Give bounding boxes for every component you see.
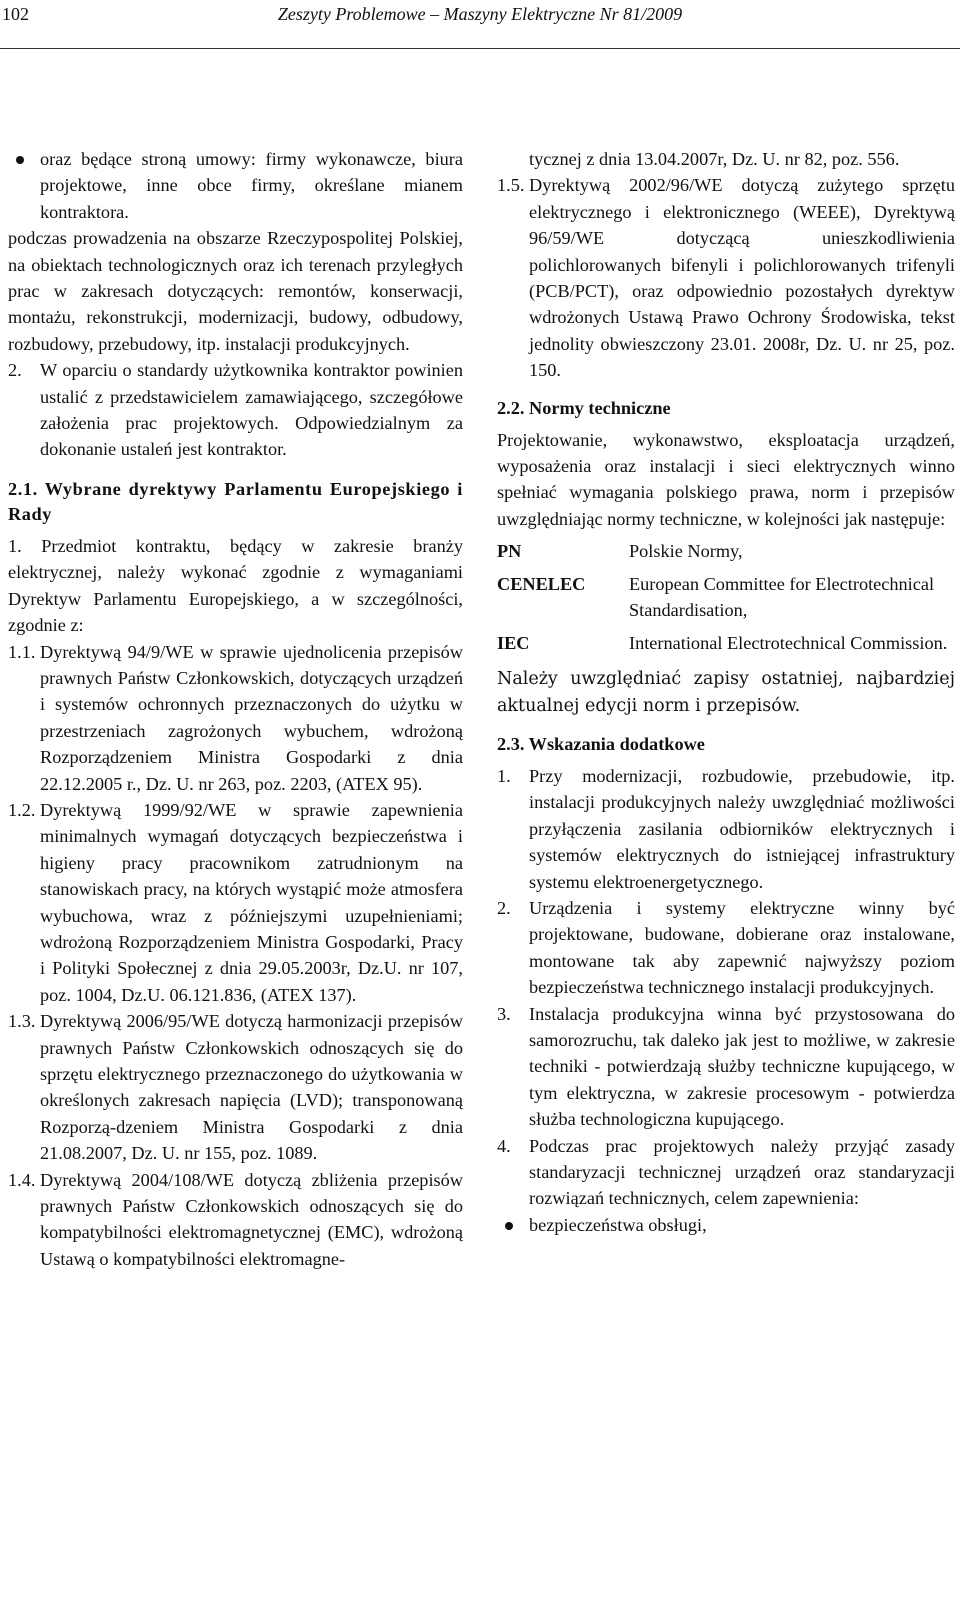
standard-name: International Electrotechnical Commission. bbox=[629, 632, 948, 653]
numbered-item bbox=[497, 763, 955, 895]
item-number: 1.3. bbox=[8, 1011, 36, 1032]
item-number: 4. bbox=[497, 1135, 511, 1156]
standard-code: IEC bbox=[497, 632, 530, 653]
directive-item bbox=[8, 797, 463, 1008]
page-number: 102 bbox=[2, 4, 29, 24]
item-number: 1.5. bbox=[497, 175, 525, 196]
journal-title: Zeszyty Problemowe – Maszyny Elektryczne Nr 81/2009 bbox=[277, 4, 683, 24]
item-text: Podczas prac projektowych należy przyjąć zasady standaryzacji technicznej urządzeń oraz standaryzacji rozwiązań technicznych, celem zapewnienia: bbox=[529, 1135, 955, 1209]
standard-code: PN bbox=[497, 541, 522, 562]
standard-row bbox=[497, 538, 955, 564]
numbered-item bbox=[497, 895, 955, 1001]
item-number: 1.1. bbox=[8, 641, 36, 662]
directive-item bbox=[497, 172, 955, 383]
item-number: 3. bbox=[497, 1003, 511, 1024]
directive-item bbox=[8, 639, 463, 797]
item-number: 2. bbox=[497, 897, 511, 918]
right-column bbox=[497, 146, 955, 1238]
item-text: Dyrektywą 2004/108/WE dotyczą zbliżenia przepisów prawnych Państw Członkowskich odnoszących się do kompatybilności elektromagnetycznej (EMC), wdrożoną Ustawą o kompatybilności elektromagne- bbox=[40, 1169, 463, 1269]
item-text: Dyrektywą 94/9/WE w sprawie ujednolicenia przepisów prawnych Państw Członkowskich, dotyczących urządzeń i systemów ochronnych przeznaczonych do użytku w przestrzeniach zagrożonych wybuchem, wdrożoną Rozporządzeniem Ministra Gospodarki z dnia 22.12.2005 r., Dz. U. nr 263, poz. 2203, (ATEX 95). bbox=[40, 641, 463, 794]
item-text: Urządzenia i systemy elektryczne winny być projektowane, budowane, dobierane oraz instalowane, montowane tak aby zapewnić najwyższy poziom bezpieczeństwa technicznego instalacji produkcyjnych. bbox=[529, 897, 955, 998]
numbered-item bbox=[8, 357, 463, 463]
note-paragraph: Należy uwzględniać zapisy ostatniej, najbardziej aktualnej edycji norm i przepisów. bbox=[497, 668, 955, 716]
item-text: W oparciu o standardy użytkownika kontraktor powinien ustalić z przedstawicielem zamawiającego, szczegółowe założenia prac projektowych. Odpowiedzialnym za dokonanie ustaleń jest kontraktor. bbox=[40, 360, 463, 460]
section-heading: 2.1. Wybrane dyrektywy Parlamentu Europejskiego i Rady bbox=[8, 478, 463, 524]
directive-item bbox=[8, 1008, 463, 1166]
paragraph: podczas prowadzenia na obszarze Rzeczypospolitej Polskiej, na obiektach technologicznych oraz ich terenach przyległych prac w zakresach dotyczących: remontów, konserwacji, montażu, rekonstrukcji, modernizacji, budowy, odbudowy, rozbudowy, przebudowy, itp. instalacji produkcyjnych. bbox=[8, 228, 463, 354]
left-column bbox=[8, 146, 463, 1272]
item-number: 2. bbox=[8, 360, 22, 381]
section-heading: 2.2. Normy techniczne bbox=[497, 397, 671, 418]
item-text: Dyrektywą 1999/92/WE w sprawie zapewnienia minimalnych wymagań dotyczących bezpieczeństwa i higieny pracy pracownikom zatrudnionym na stanowiskach pracy, na których wystąpić może atmosfera wybuchowa, wraz z późniejszymi uzupełnieniami; wdrożoną Rozporządzeniem Ministra Gospodarki, Pracy i Polityki Społecznej z dnia 29.05.2003r, Dz.U. nr 107, poz. 1004, Dz.U. 06.121.836, (ATEX 137). bbox=[40, 799, 463, 1005]
bullet-item: oraz będące stroną umowy: firmy wykonawcze, biura projektowe, inne obce firmy, określane mianem kontraktora. bbox=[8, 146, 463, 225]
page-header bbox=[0, 0, 960, 49]
section-heading: 2.3. Wskazania dodatkowe bbox=[497, 733, 705, 754]
paragraph: 1. Przedmiot kontraktu, będący w zakresie branży elektrycznej, należy wykonać zgodnie z wymaganiami Dyrektyw Parlamentu Europejskiego, a w szczególności, zgodnie z: bbox=[8, 535, 463, 636]
item-text: Instalacja produkcyjna winna być przystosowana do samorozruchu, tak daleko jak jest to możliwe, w zakresie techniki - potwierdzają służby techniczne kupującego, w tym elektryczna, w zakresie procesowym - potwierdza służba technologiczna kupującego. bbox=[529, 1003, 955, 1130]
item-text: tycznej z dnia 13.04.2007r, Dz. U. nr 82, poz. 556. bbox=[529, 149, 900, 169]
continuation-text bbox=[497, 146, 955, 172]
item-text: Przy modernizacji, rozbudowie, przebudowie, itp. instalacji produkcyjnych należy uwzględniać możliwości przyłączenia zasilania odbiorników elektrycznych i systemów elektrycznych do istniejącej infrastruktury systemu elektroenergetycznego. bbox=[529, 765, 955, 892]
standard-code: CENELEC bbox=[497, 573, 586, 594]
item-number: 1.4. bbox=[8, 1169, 36, 1190]
standard-row bbox=[497, 571, 955, 624]
numbered-item bbox=[497, 1133, 955, 1212]
numbered-item bbox=[497, 1001, 955, 1133]
directive-item bbox=[8, 1167, 463, 1273]
item-number: 1.2. bbox=[8, 799, 36, 820]
item-number: 1. bbox=[497, 765, 511, 786]
bullet-item: bezpieczeństwa obsługi, bbox=[497, 1212, 955, 1238]
standard-name: Polskie Normy, bbox=[629, 541, 743, 562]
standard-name: European Committee for Electrotechnical Standardisation, bbox=[629, 573, 935, 621]
item-text: Dyrektywą 2002/96/WE dotyczą zużytego sprzętu elektrycznego i elektronicznego (WEEE), Dyrektywą 96/59/WE dotyczącą unieszkodliwienia polichlorowanych bifenyli i polichlorowanych trifenyli (PCB/PCT), oraz odpowiednio pozostałych dyrektyw wdrożonych Ustawą Prawo Ochrony Środowiska, tekst jednolity obwieszczony 23.01. 2008r, Dz. U. nr 25, poz. 150. bbox=[529, 175, 955, 381]
standard-row bbox=[497, 630, 955, 656]
item-text: Dyrektywą 2006/95/WE dotyczą harmonizacji przepisów prawnych Państw Członkowskich odnoszących się do sprzętu elektrycznego przeznaczonego do użytkowania w określonych zakresach napięcia (LVD); transponowaną Rozporzą-dzeniem Ministra Gospodarki z dnia 21.08.2007, Dz. U. nr 155, poz. 1089. bbox=[40, 1011, 463, 1164]
paragraph: Projektowanie, wykonawstwo, eksploatacja urządzeń, wyposażenia oraz instalacji i sieci elektrycznych winno spełniać wymagania polskiego prawa, norm i przepisów uwzględniając normy techniczne, w kolejności jak następuje: bbox=[497, 429, 955, 529]
